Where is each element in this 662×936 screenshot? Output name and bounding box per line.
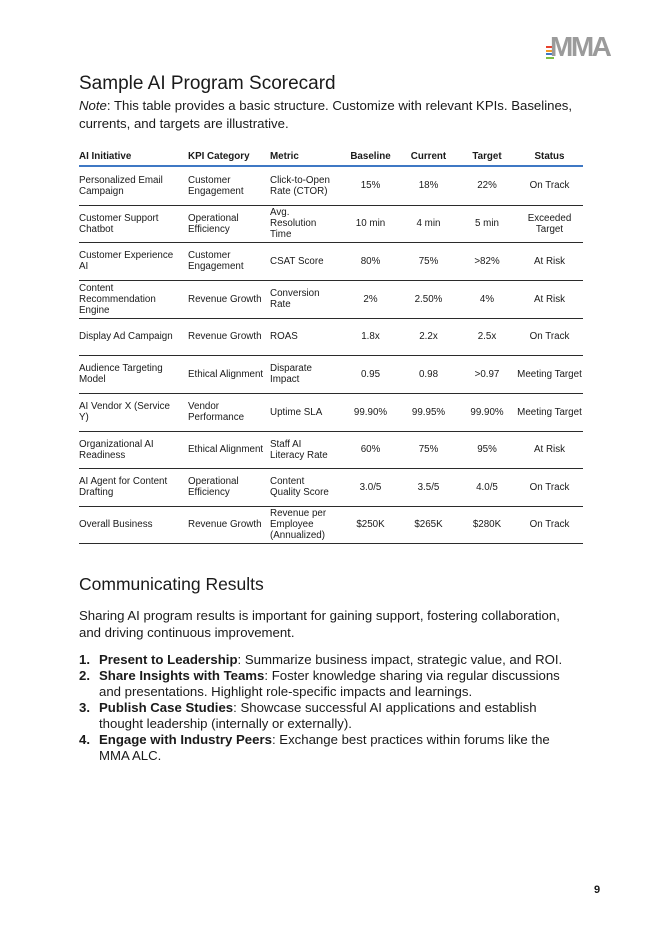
table-row xyxy=(79,242,583,280)
cell-target: 4.0/5 xyxy=(458,468,516,506)
results-list xyxy=(79,652,579,764)
list-item xyxy=(79,700,579,732)
header-current: Current xyxy=(399,148,458,166)
cell-metric: Revenue per Employee (Annualized) xyxy=(270,506,342,543)
cell-ai-initiative: AI Agent for Content Drafting xyxy=(79,468,188,506)
cell-baseline: 60% xyxy=(342,431,399,468)
cell-kpi-category: Operational Efficiency xyxy=(188,468,270,506)
cell-target: >0.97 xyxy=(458,355,516,393)
cell-ai-initiative: Overall Business xyxy=(79,506,188,543)
cell-metric: Conversion Rate xyxy=(270,280,342,318)
list-item-heading: Engage with Industry Peers xyxy=(99,732,272,747)
list-number: 4. xyxy=(79,732,90,747)
cell-status: Meeting Target xyxy=(516,355,583,393)
cell-status: On Track xyxy=(516,506,583,543)
cell-target: >82% xyxy=(458,242,516,280)
list-item-text: : Foster knowledge sharing via regular discussions and presentations. Highlight role-specific impacts and learnings. xyxy=(99,668,560,699)
list-number: 3. xyxy=(79,700,90,715)
header-baseline: Baseline xyxy=(342,148,399,166)
cell-current: 2.2x xyxy=(399,318,458,355)
table-row xyxy=(79,166,583,205)
list-item-text: : Showcase successful AI applications and establish thought leadership (internally or externally). xyxy=(99,700,537,731)
cell-status: Meeting Target xyxy=(516,393,583,431)
list-item-text: : Exchange best practices within forums like the MMA ALC. xyxy=(99,732,550,763)
cell-kpi-category: Customer Engagement xyxy=(188,166,270,205)
list-item xyxy=(79,668,579,700)
header-kpi-category: KPI Category xyxy=(188,148,270,166)
cell-target: 2.5x xyxy=(458,318,516,355)
cell-status: On Track xyxy=(516,468,583,506)
cell-metric: CSAT Score xyxy=(270,242,342,280)
table-row xyxy=(79,468,583,506)
cell-metric: Uptime SLA xyxy=(270,393,342,431)
cell-kpi-category: Operational Efficiency xyxy=(188,205,270,242)
page-number: 9 xyxy=(594,884,601,896)
cell-status: On Track xyxy=(516,166,583,205)
cell-status: At Risk xyxy=(516,431,583,468)
note-text: : This table provides a basic structure. Customize with relevant KPIs. Baselines, currents, and targets are illustrative. xyxy=(79,98,573,131)
cell-status: On Track xyxy=(516,318,583,355)
logo-text: MMA xyxy=(550,31,610,62)
cell-metric: Avg. Resolution Time xyxy=(270,205,342,242)
cell-target: 95% xyxy=(458,431,516,468)
header-target: Target xyxy=(458,148,516,166)
cell-baseline: $250K xyxy=(342,506,399,543)
cell-kpi-category: Revenue Growth xyxy=(188,506,270,543)
list-item-text: : Summarize business impact, strategic value, and ROI. xyxy=(237,652,563,667)
cell-metric: Staff AI Literacy Rate xyxy=(270,431,342,468)
cell-ai-initiative: Display Ad Campaign xyxy=(79,318,188,355)
table-row xyxy=(79,318,583,355)
header-status: Status xyxy=(516,148,583,166)
cell-baseline: 0.95 xyxy=(342,355,399,393)
cell-baseline: 3.0/5 xyxy=(342,468,399,506)
cell-current: 75% xyxy=(399,242,458,280)
list-item-heading: Publish Case Studies xyxy=(99,700,234,715)
cell-ai-initiative: AI Vendor X (Service Y) xyxy=(79,393,188,431)
cell-current: 4 min xyxy=(399,205,458,242)
cell-ai-initiative: Audience Targeting Model xyxy=(79,355,188,393)
cell-kpi-category: Ethical Alignment xyxy=(188,431,270,468)
cell-current: 99.95% xyxy=(399,393,458,431)
table-row xyxy=(79,355,583,393)
list-item-heading: Share Insights with Teams xyxy=(99,668,265,683)
cell-status: At Risk xyxy=(516,242,583,280)
cell-kpi-category: Vendor Performance xyxy=(188,393,270,431)
cell-baseline: 99.90% xyxy=(342,393,399,431)
note-label: Note xyxy=(79,98,107,113)
header-metric: Metric xyxy=(270,148,342,166)
table-body xyxy=(79,166,583,543)
table-row xyxy=(79,506,583,543)
cell-metric: Click-to-Open Rate (CTOR) xyxy=(270,166,342,205)
cell-status: Exceeded Target xyxy=(516,205,583,242)
list-item xyxy=(79,652,579,668)
table-row xyxy=(79,393,583,431)
cell-current: 3.5/5 xyxy=(399,468,458,506)
cell-baseline: 15% xyxy=(342,166,399,205)
section-title: Communicating Results xyxy=(79,574,264,594)
page-title: Sample AI Program Scorecard xyxy=(79,73,336,94)
scorecard-table xyxy=(79,148,583,544)
cell-ai-initiative: Customer Experience AI xyxy=(79,242,188,280)
cell-target: 5 min xyxy=(458,205,516,242)
cell-target: $280K xyxy=(458,506,516,543)
table-header-row xyxy=(79,148,583,166)
cell-target: 22% xyxy=(458,166,516,205)
cell-metric: ROAS xyxy=(270,318,342,355)
cell-metric: Disparate Impact xyxy=(270,355,342,393)
table-row xyxy=(79,205,583,242)
cell-target: 4% xyxy=(458,280,516,318)
mma-logo xyxy=(546,31,620,62)
cell-current: 0.98 xyxy=(399,355,458,393)
cell-current: $265K xyxy=(399,506,458,543)
cell-current: 18% xyxy=(399,166,458,205)
cell-ai-initiative: Organizational AI Readiness xyxy=(79,431,188,468)
note-paragraph xyxy=(79,97,589,132)
list-number: 2. xyxy=(79,668,90,683)
cell-baseline: 2% xyxy=(342,280,399,318)
cell-kpi-category: Revenue Growth xyxy=(188,318,270,355)
header-ai-initiative: AI Initiative xyxy=(79,148,188,166)
cell-kpi-category: Ethical Alignment xyxy=(188,355,270,393)
cell-target: 99.90% xyxy=(458,393,516,431)
list-item xyxy=(79,732,579,764)
cell-kpi-category: Customer Engagement xyxy=(188,242,270,280)
cell-current: 2.50% xyxy=(399,280,458,318)
table-row xyxy=(79,431,583,468)
cell-current: 75% xyxy=(399,431,458,468)
cell-baseline: 10 min xyxy=(342,205,399,242)
cell-metric: Content Quality Score xyxy=(270,468,342,506)
list-item-heading: Present to Leadership xyxy=(99,652,238,667)
intro-paragraph: Sharing AI program results is important for gaining support, fostering collaboration, and driving continuous improvement. xyxy=(79,608,560,640)
cell-ai-initiative: Personalized Email Campaign xyxy=(79,166,188,205)
list-number: 1. xyxy=(79,652,90,667)
cell-status: At Risk xyxy=(516,280,583,318)
cell-ai-initiative: Content Recommendation Engine xyxy=(79,280,188,318)
table-row xyxy=(79,280,583,318)
cell-ai-initiative: Customer Support Chatbot xyxy=(79,205,188,242)
cell-baseline: 80% xyxy=(342,242,399,280)
cell-baseline: 1.8x xyxy=(342,318,399,355)
cell-kpi-category: Revenue Growth xyxy=(188,280,270,318)
